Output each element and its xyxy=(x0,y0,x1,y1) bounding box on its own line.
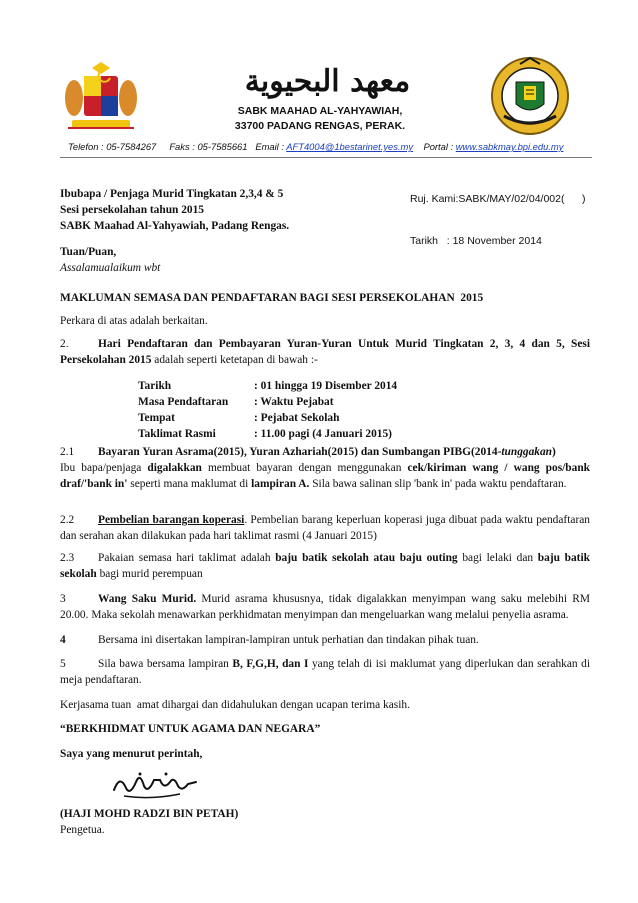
para-4-num: 4 xyxy=(60,634,66,646)
para-2 xyxy=(60,336,590,368)
para-2-3 xyxy=(60,550,590,582)
faks-text: Faks : 05-7585661 xyxy=(169,141,248,152)
schedule-label: Masa Pendaftaran xyxy=(138,396,229,408)
para-2-2-num: 2.2 xyxy=(60,514,75,526)
schedule-row xyxy=(138,410,498,426)
telefon-text: Telefon : 05-7584267 xyxy=(68,141,157,152)
para-2-1-title-italic: tunggakan xyxy=(501,446,553,458)
para-2-3-num: 2.3 xyxy=(60,552,75,564)
arabic-logo-text xyxy=(235,62,420,102)
para-2-1-heading xyxy=(60,444,590,460)
schedule-row xyxy=(138,426,498,442)
malaysia-coat-of-arms-logo xyxy=(62,62,140,134)
schedule-value: : 11.00 pagi (4 Januari 2015) xyxy=(254,428,392,440)
arabic-logo-text-label: معهد البحيوية xyxy=(244,64,411,99)
portal-link[interactable]: www.sabkmay.bpi.edu.my xyxy=(455,141,564,152)
motto: “BERKHIDMAT UNTUK AGAMA DAN NEGARA” xyxy=(60,723,321,735)
schedule-row xyxy=(138,378,498,394)
schedule-value: : 01 hingga 19 Disember 2014 xyxy=(254,380,398,392)
ref-date: Tarikh : 18 November 2014 xyxy=(410,235,542,247)
schedule-value: : Pejabat Sekolah xyxy=(254,412,340,424)
para-2-3-text: Pakaian semasa hari taklimat adalah xyxy=(98,552,276,564)
closing-text: Kerjasama tuan amat dihargai dan didahulukan dengan ucapan terima kasih. xyxy=(60,699,410,711)
para-2-1-num: 2.1 xyxy=(60,446,75,458)
recipient-line-2: Sesi persekolahan tahun 2015 xyxy=(60,204,204,216)
para-3-rest: Murid asrama khususnya, tidak digalakkan menyimpan wang saku melebihi RM 20.00. Maka sekolah menawarkan perkhidmatan menyimpan dan mengeluarkan wang melalui penyelia asrama. xyxy=(60,593,591,621)
para-5-num: 5 xyxy=(60,658,66,670)
para-2-title: Hari Pendaftaran dan Pembayaran Yuran-Yuran Untuk Murid Tingkatan 2, 3, 4 dan 5, Sesi Persekolahan 2015 xyxy=(60,338,590,366)
school-address: 33700 PADANG RENGAS, PERAK. xyxy=(234,120,406,132)
schedule-table xyxy=(138,378,498,442)
signature-image xyxy=(110,768,200,802)
subject-heading: MAKLUMAN SEMASA DAN PENDAFTARAN BAGI SESI PERSEKOLAHAN 2015 xyxy=(60,292,484,304)
ref-number: Ruj. Kami:SABK/MAY/02/04/002( ) xyxy=(410,193,586,205)
para-2-1-bold: cek/kiriman wang / wang pos/bank draf/'bank in' xyxy=(60,462,591,490)
schedule-label: Taklimat Rasmi xyxy=(138,428,216,440)
para-5-text: yang telah di isi maklumat yang diperlukan dan serahkan di meja pendaftaran. xyxy=(60,658,590,686)
para-4 xyxy=(60,632,590,648)
para-2-1-text: membuat bayaran dengan menggunakan xyxy=(201,462,408,474)
para-4-text: Bersama ini disertakan lampiran-lampiran untuk perhatian dan tindakan pihak tuan. xyxy=(98,634,479,646)
schedule-row xyxy=(138,394,498,410)
contact-bar xyxy=(68,140,608,153)
salutation-tuan: Tuan/Puan, xyxy=(60,246,117,258)
para-2-1-text: seperti mana maklumat di xyxy=(127,478,252,490)
para-3-num: 3 xyxy=(60,593,66,605)
schedule-label: Tempat xyxy=(138,412,175,424)
para-5 xyxy=(60,656,590,688)
para-2-1-text: Sila bawa salinan slip 'bank in' pada waktu pendaftaran. xyxy=(309,478,567,490)
signatory-name: (HAJI MOHD RADZI BIN PETAH) xyxy=(60,808,239,820)
para-5-text: Sila bawa bersama lampiran xyxy=(98,658,233,670)
signatory-position: Pengetua. xyxy=(60,824,105,836)
para-2-1 xyxy=(60,444,590,492)
email-link[interactable]: AFT4004@1bestarinet.yes.my xyxy=(286,141,414,152)
schedule-label: Tarikh xyxy=(138,380,172,392)
recipient-line-1: Ibubapa / Penjaga Murid Tingkatan 2,3,4 & 5 xyxy=(60,188,284,200)
intro-text: Perkara di atas adalah berkaitan. xyxy=(60,315,208,327)
para-2-3-text: bagi murid perempuan xyxy=(96,568,203,580)
para-3 xyxy=(60,591,590,623)
para-2-2 xyxy=(60,512,590,544)
schedule-value: : Waktu Pejabat xyxy=(254,396,334,408)
para-2-1-title: Bayaran Yuran Asrama(2015), Yuran Azhariah(2015) dan Sumbangan PIBG(2014- xyxy=(98,446,502,458)
para-2-3-text: bagi lelaki dan xyxy=(457,552,538,564)
email-label: Email : xyxy=(255,141,287,152)
portal-label: Portal : xyxy=(423,141,456,152)
para-5-bold: B, F,G,H, dan I xyxy=(232,658,309,670)
para-2-rest: adalah seperti ketetapan di bawah :- xyxy=(151,354,318,366)
para-2-1-bold: lampiran A. xyxy=(251,478,310,490)
para-2-1-text: Ibu bapa/penjaga xyxy=(60,462,148,474)
saya-text: Saya yang menurut perintah, xyxy=(60,748,203,760)
para-2-3-bold: baju batik sekolah xyxy=(60,552,590,580)
para-2-1-bold: digalakkan xyxy=(147,462,202,474)
recipient-line-3: SABK Maahad Al-Yahyawiah, Padang Rengas. xyxy=(60,220,290,232)
para-2-num: 2. xyxy=(60,338,69,350)
para-2-2-rest: . Pembelian barang keperluan koperasi juga dibuat pada waktu pendaftaran dan serahan akan dilakukan pada hari taklimat rasmi (4 Januari 2015) xyxy=(60,514,590,542)
recipient-block xyxy=(60,186,540,234)
school-name-block xyxy=(210,104,430,134)
para-2-2-title: Pembelian barangan koperasi xyxy=(98,514,245,526)
para-2-1-body xyxy=(60,460,590,492)
salutation-greeting: Assalamualaikum wbt xyxy=(60,262,161,274)
school-crest-logo xyxy=(490,56,570,136)
header-divider xyxy=(60,157,592,158)
para-3-title: Wang Saku Murid. xyxy=(98,593,197,605)
school-name: SABK MAAHAD AL-YAHYAWIAH, xyxy=(237,105,403,117)
salutation-block xyxy=(60,244,360,276)
para-2-3-bold: baju batik sekolah atau baju outing xyxy=(275,552,458,564)
para-2-1-title-end: ) xyxy=(552,446,556,458)
